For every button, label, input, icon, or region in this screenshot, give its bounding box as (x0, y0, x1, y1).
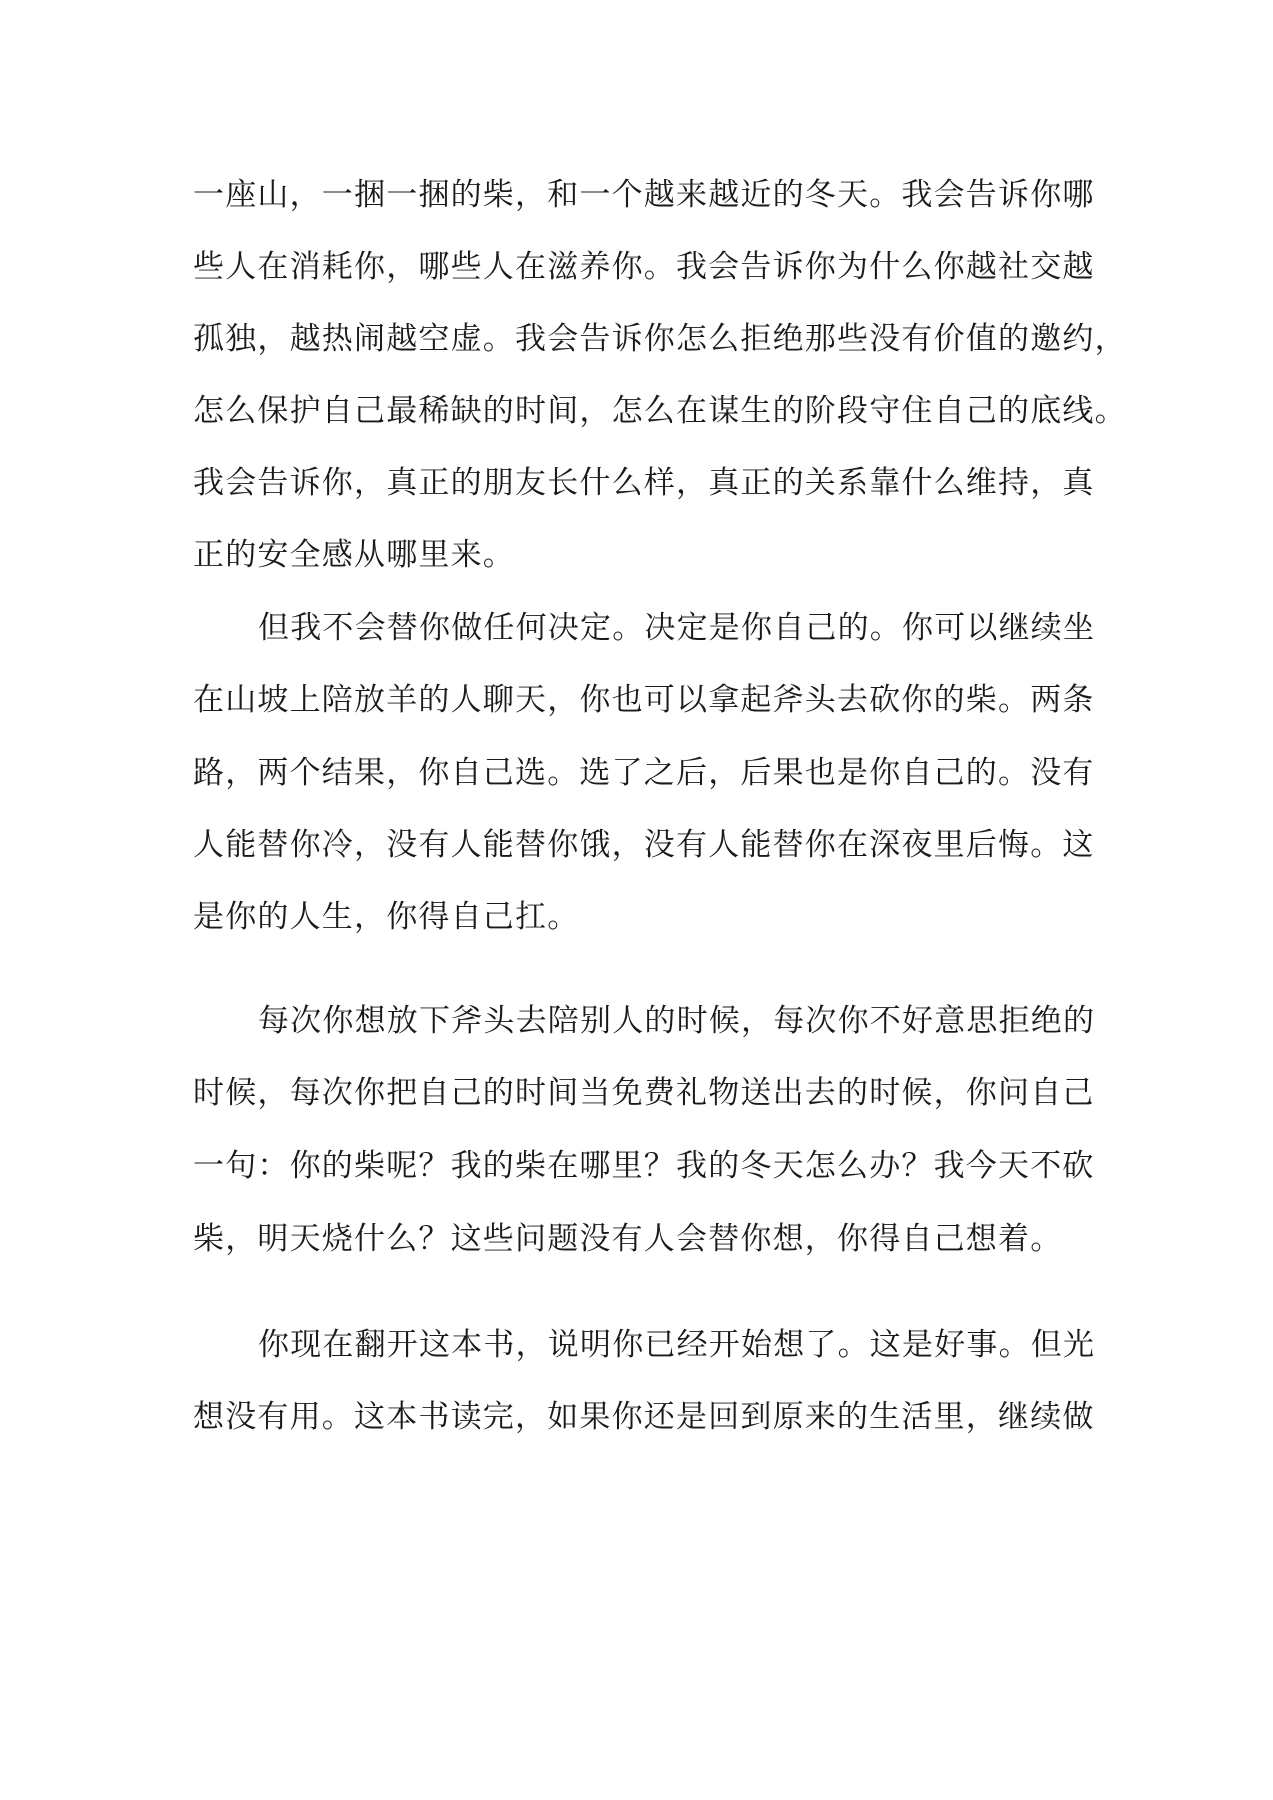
text-line: 一座山，一捆一捆的柴，和一个越来越近的冬天。我会告诉你哪 (193, 177, 1095, 213)
text-line: 些人在消耗你，哪些人在滋养你。我会告诉你为什么你越社交越 (193, 249, 1095, 285)
text-line: 时候，每次你把自己的时间当免费礼物送出去的时候，你问自己 (193, 1075, 1095, 1111)
text-line: 想没有用。这本书读完，如果你还是回到原来的生活里，继续做 (193, 1399, 1095, 1435)
text-line: 孤独，越热闹越空虚。我会告诉你怎么拒绝那些没有价值的邀约， (193, 321, 1127, 357)
text-line: 但我不会替你做任何决定。决定是你自己的。你可以继续坐 (258, 610, 1096, 646)
text-line: 正的安全感从哪里来。 (193, 537, 515, 573)
text-line: 一句：你的柴呢？我的柴在哪里？我的冬天怎么办？我今天不砍 (193, 1148, 1095, 1184)
text-line: 每次你想放下斧头去陪别人的时候，每次你不好意思拒绝的 (258, 1003, 1096, 1039)
text-line: 我会告诉你，真正的朋友长什么样，真正的关系靠什么维持，真 (193, 465, 1095, 501)
text-line: 路，两个结果，你自己选。选了之后，后果也是你自己的。没有 (193, 755, 1095, 791)
text-line: 是你的人生，你得自己扛。 (193, 899, 580, 935)
text-line: 人能替你冷，没有人能替你饿，没有人能替你在深夜里后悔。这 (193, 827, 1095, 863)
text-line: 在山坡上陪放羊的人聊天，你也可以拿起斧头去砍你的柴。两条 (193, 682, 1095, 718)
text-line: 你现在翻开这本书，说明你已经开始想了。这是好事。但光 (258, 1327, 1096, 1363)
text-line: 柴，明天烧什么？这些问题没有人会替你想，你得自己想着。 (193, 1221, 1063, 1257)
text-line: 怎么保护自己最稀缺的时间，怎么在谋生的阶段守住自己的底线。 (193, 393, 1127, 429)
